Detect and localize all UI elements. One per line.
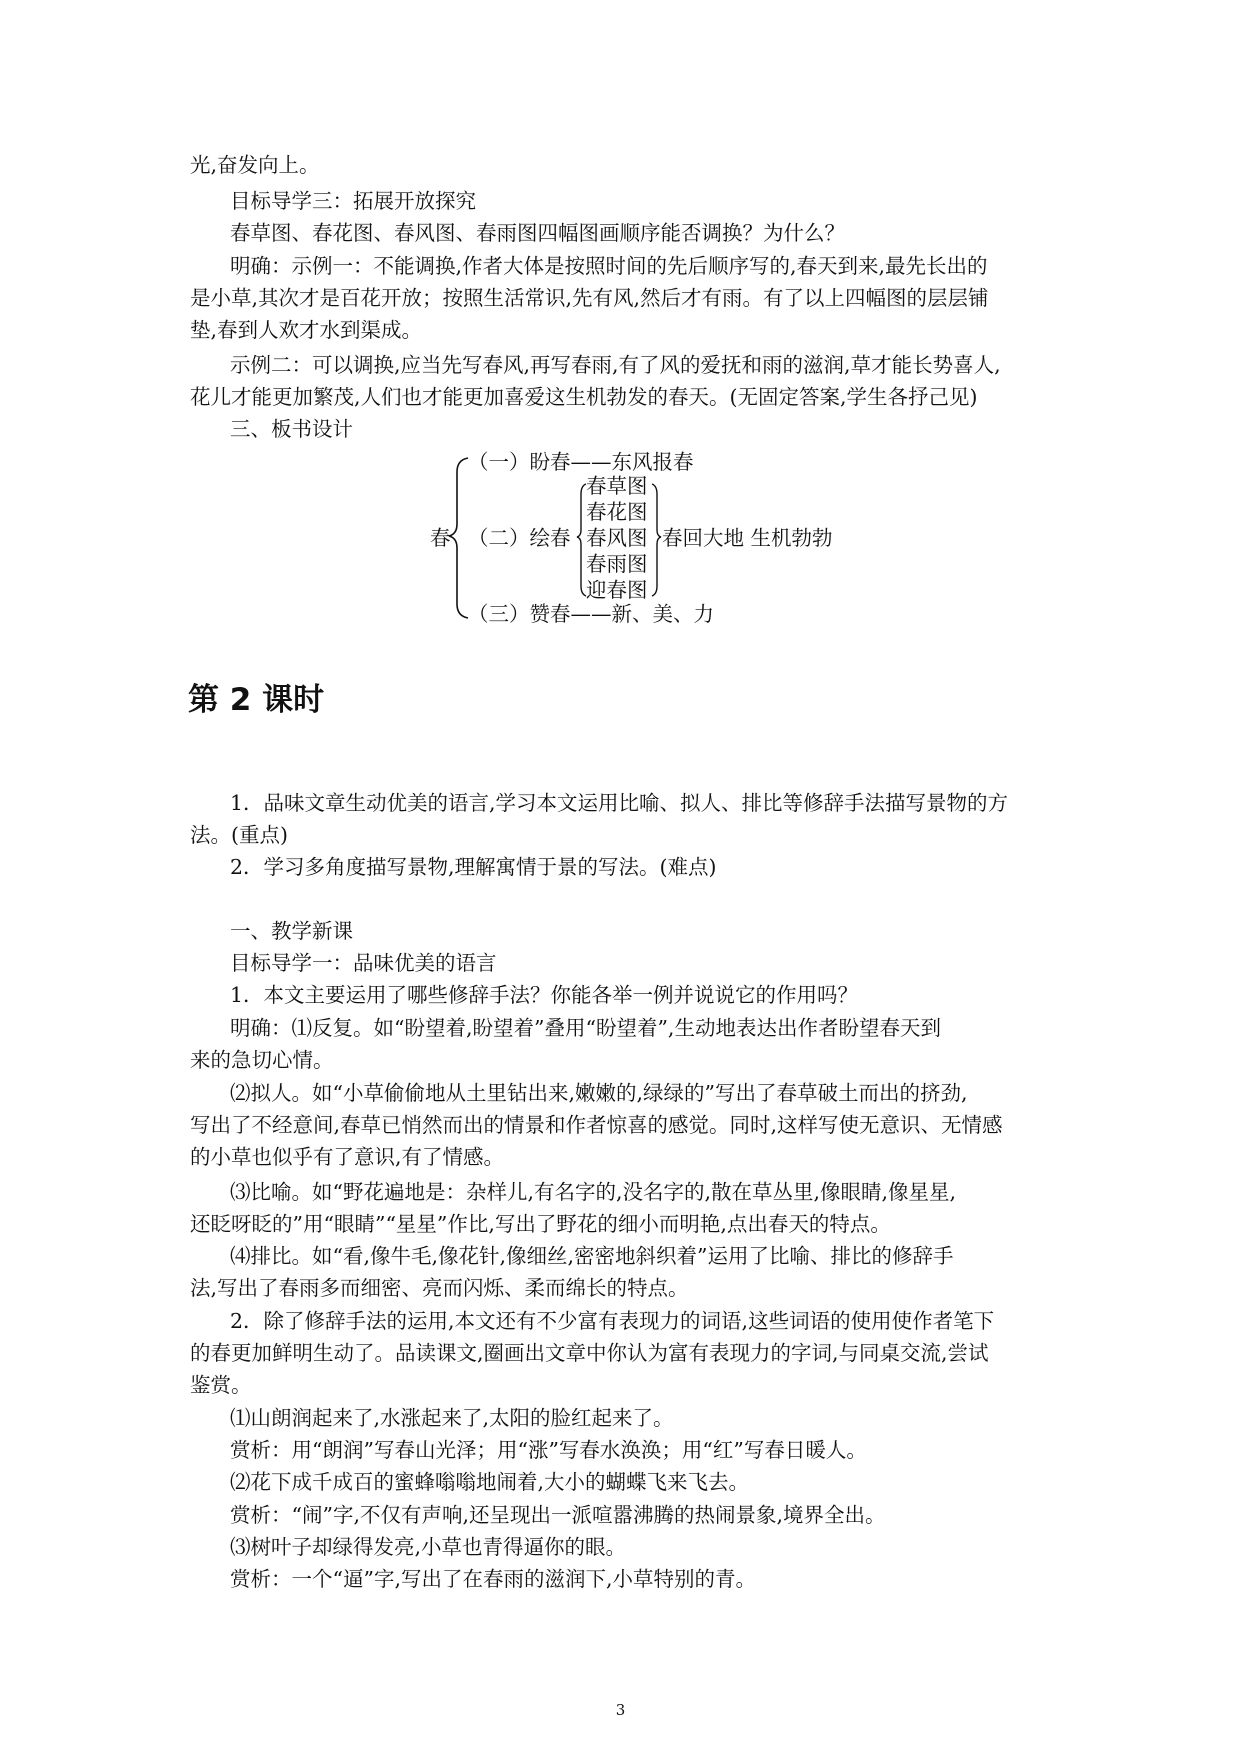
text-line: 写出了不经意间,春草已悄然而出的情景和作者惊喜的感觉。同时,这样写使无意识、无情感	[190, 1113, 1003, 1137]
question-line: 春草图、春花图、春风图、春雨图四幅图画顺序能否调换？为什么？	[230, 221, 845, 245]
inner-right-brace	[652, 484, 661, 596]
board-summary: 春回大地 生机勃勃	[662, 526, 833, 550]
example-line: ⑵花下成千成百的蜜蜂嗡嗡地闹着,大小的蝴蝶飞来飞去。	[230, 1470, 750, 1494]
text-line: 光,奋发向上。	[190, 153, 320, 177]
text-line: 明确：示例一：不能调换,作者大体是按照时间的先后顺序写的,春天到来,最先长出的	[230, 254, 988, 278]
board-item-2: （二）绘春	[468, 526, 571, 550]
text-line: 花儿才能更加繁茂,人们也才能更加喜爱这生机勃发的春天。(无固定答案,学生各抒己见)	[190, 385, 978, 409]
text-line: 示例二：可以调换,应当先写春风,再写春雨,有了风的爱抚和雨的滋润,草才能长势喜人,	[230, 353, 1001, 377]
board-root: 春	[430, 526, 451, 550]
text-line: 的小草也似乎有了意识,有了情感。	[190, 1145, 505, 1169]
big-left-brace	[449, 458, 468, 618]
board-picture: 春风图	[586, 526, 648, 550]
example-line: ⑴山朗润起来了,水涨起来了,太阳的脸红起来了。	[230, 1406, 674, 1430]
text-line: 法,写出了春雨多而细密、亮而闪烁、柔而绵长的特点。	[190, 1276, 689, 1300]
board-picture: 春草图	[586, 474, 648, 498]
analysis-line: 赏析：用“朗润”写春山光泽；用“涨”写春水涣涣；用“红”写春日暖人。	[230, 1438, 867, 1462]
question-line: 2．除了修辞手法的运用,本文还有不少富有表现力的词语,这些词语的使用使作者笔下	[230, 1309, 995, 1333]
section-title: 一、教学新课	[230, 919, 353, 943]
text-line: 来的急切心情。	[190, 1048, 334, 1072]
board-item-1: （一）盼春——东风报春	[468, 450, 694, 474]
board-picture: 春花图	[586, 500, 648, 524]
text-line: 明确：⑴反复。如“盼望着,盼望着”叠用“盼望着”,生动地表达出作者盼望春天到	[230, 1016, 941, 1040]
text-line: 是小草,其次才是百花开放；按照生活常识,先有风,然后才有雨。有了以上四幅图的层层铺	[190, 286, 989, 310]
question-line: 1．本文主要运用了哪些修辞手法？你能各举一例并说说它的作用吗？	[230, 983, 859, 1007]
inner-left-brace	[577, 484, 586, 596]
question-line: 鉴赏。	[190, 1373, 252, 1397]
section-title: 目标导学三：拓展开放探究	[230, 189, 476, 213]
board-picture: 春雨图	[586, 552, 648, 576]
goal-line: 2．学习多角度描写景物,理解寓情于景的写法。(难点)	[230, 855, 717, 879]
board-item-3: （三）赞春——新、美、力	[468, 602, 714, 626]
example-line: ⑶树叶子却绿得发亮,小草也青得逼你的眼。	[230, 1535, 627, 1559]
goal-line: 法。(重点)	[190, 823, 288, 847]
board-picture: 迎春图	[586, 578, 648, 602]
section-title: 目标导学一：品味优美的语言	[230, 951, 497, 975]
analysis-line: 赏析：“闹”字,不仅有声响,还呈现出一派喧嚣沸腾的热闹景象,境界全出。	[230, 1503, 886, 1527]
lesson-heading: 第 2 课时	[188, 682, 325, 718]
text-line: ⑶比喻。如“野花遍地是：杂样儿,有名字的,没名字的,散在草丛里,像眼睛,像星星,	[230, 1180, 957, 1204]
text-line: 垫,春到人欢才水到渠成。	[190, 318, 423, 342]
section-title: 三、板书设计	[230, 417, 353, 441]
analysis-line: 赏析：一个“逼”字,写出了在春雨的滋润下,小草特别的青。	[230, 1567, 756, 1591]
question-line: 的春更加鲜明生动了。品读课文,圈画出文章中你认为富有表现力的字词,与同桌交流,尝试	[190, 1341, 989, 1365]
text-line: ⑷排比。如“看,像牛毛,像花针,像细丝,密密地斜织着”运用了比喻、排比的修辞手	[230, 1244, 954, 1268]
goal-line: 1．品味文章生动优美的语言,学习本文运用比喻、拟人、排比等修辞手法描写景物的方	[230, 791, 1009, 815]
text-line: 还眨呀眨的”用“眼睛”“星星”作比,写出了野花的细小而明艳,点出春天的特点。	[190, 1212, 891, 1236]
page-number: 3	[615, 1701, 626, 1719]
text-line: ⑵拟人。如“小草偷偷地从土里钻出来,嫩嫩的,绿绿的”写出了春草破土而出的挤劲,	[230, 1081, 968, 1105]
